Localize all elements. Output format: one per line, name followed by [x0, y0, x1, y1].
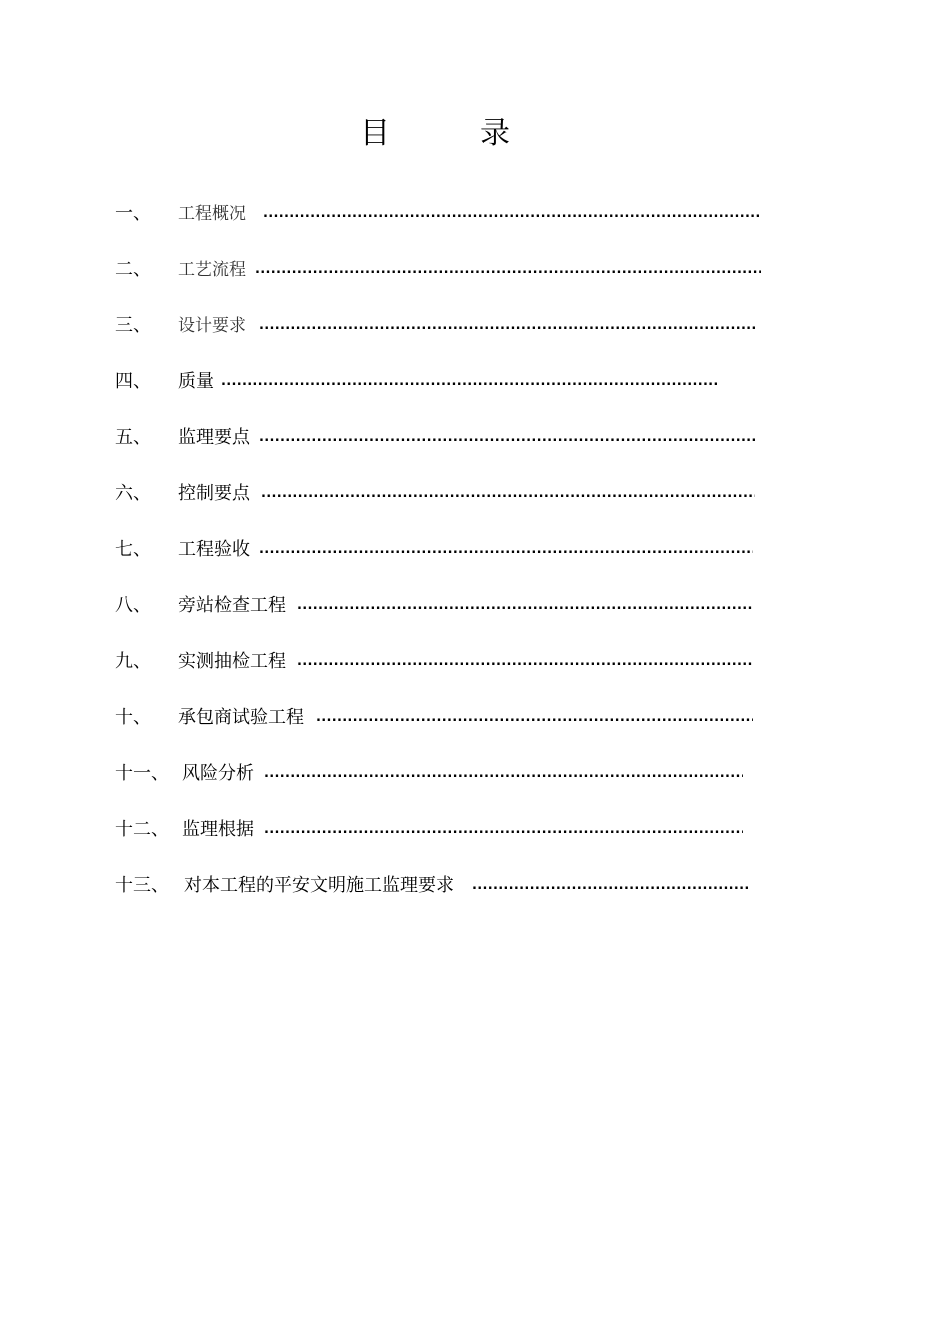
toc-dot-leader [259, 535, 753, 565]
toc-entry-number: 四、 [115, 371, 151, 392]
toc-entry-label: 实测抽检工程 [178, 651, 286, 672]
toc-entry-number: 十三、 [115, 875, 169, 896]
toc-entry-number: 二、 [115, 259, 151, 280]
toc-entry-number: 三、 [115, 315, 151, 336]
toc-dot-leader [259, 423, 757, 453]
toc-entry-number: 七、 [115, 539, 151, 560]
toc-entry-label: 监理要点 [178, 427, 250, 448]
toc-dot-leader [221, 367, 719, 397]
toc-dot-leader [264, 815, 743, 845]
toc-entry-number: 十一、 [115, 763, 169, 784]
toc-entry-label: 旁站检查工程 [178, 595, 286, 616]
toc-entry-number: 九、 [115, 651, 151, 672]
toc-dot-leader [297, 647, 753, 677]
toc-entry-number: 五、 [115, 427, 151, 448]
toc-entry-label: 工程概况 [178, 204, 246, 224]
toc-dot-leader [263, 199, 761, 229]
toc-entry-label: 控制要点 [178, 483, 250, 504]
toc-entry-number: 八、 [115, 595, 151, 616]
toc-entry-label: 风险分析 [182, 763, 254, 784]
toc-entry-label: 工程验收 [178, 539, 250, 560]
toc-dot-leader [259, 311, 757, 341]
toc-dot-leader [472, 871, 749, 901]
toc-entry-number: 十二、 [115, 819, 169, 840]
toc-dot-leader [264, 759, 743, 789]
toc-dot-leader [316, 703, 753, 733]
toc-dot-leader [297, 591, 753, 621]
toc-entry-label: 监理根据 [182, 819, 254, 840]
toc-entry-label: 设计要求 [178, 316, 246, 336]
toc-entry-number: 六、 [115, 483, 151, 504]
toc-dot-leader [255, 255, 761, 285]
toc-dot-leader [261, 479, 755, 509]
toc-entry-label: 工艺流程 [178, 260, 246, 280]
toc-entry-label: 质量 [178, 371, 214, 392]
toc-entry-label: 对本工程的平安文明施工监理要求 [184, 875, 454, 896]
toc-entry-label: 承包商试验工程 [178, 707, 304, 728]
toc-entry-number: 十、 [115, 707, 151, 728]
toc-entry-number: 一、 [115, 203, 151, 224]
page-title: 目 录 [360, 116, 540, 151]
